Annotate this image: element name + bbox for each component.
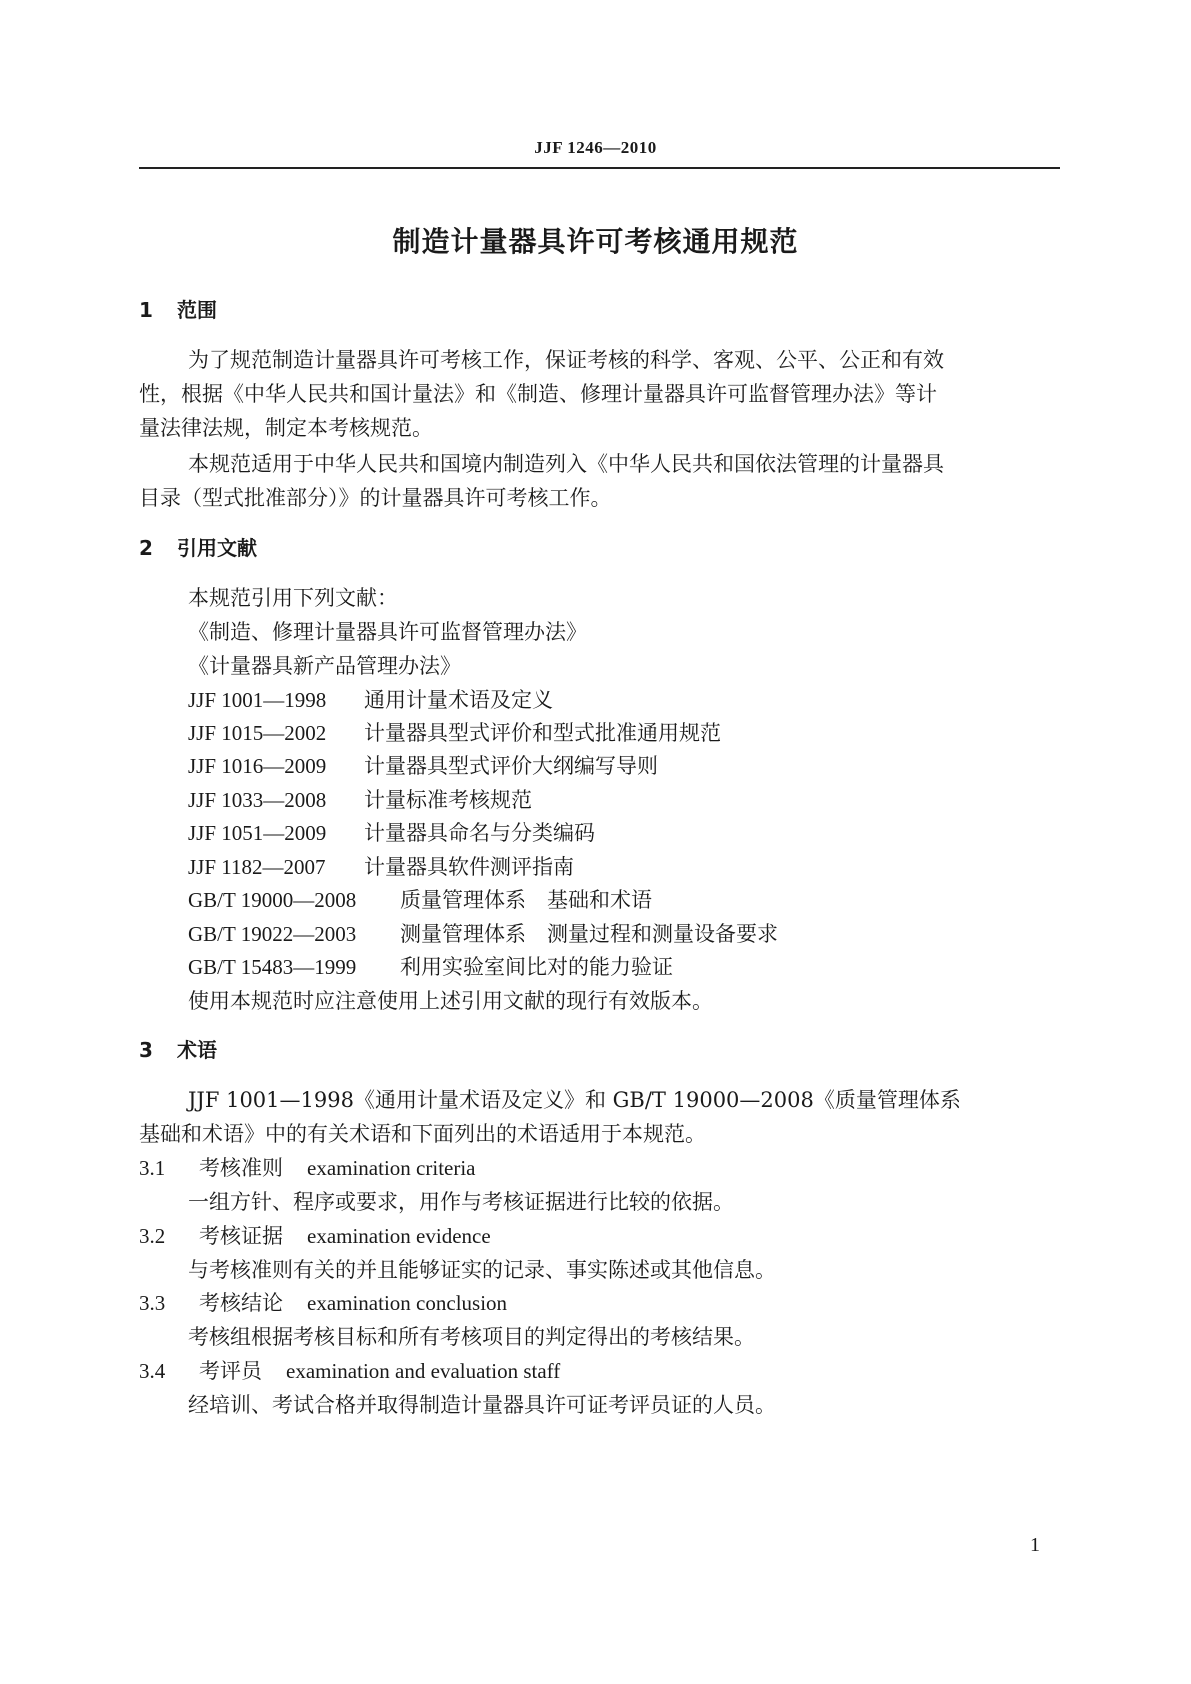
reference-title: 利用实验室间比对的能力验证 xyxy=(400,955,673,979)
term-heading xyxy=(139,1222,491,1250)
paragraph-line: 目录（型式批准部分）》的计量器具许可考核工作。 xyxy=(139,486,612,510)
header-divider xyxy=(139,167,1060,169)
term-heading xyxy=(139,1357,560,1385)
reference-code: GB/T 15483—1999 xyxy=(188,955,357,979)
term-english: examination criteria xyxy=(307,1156,476,1180)
term-english: examination conclusion xyxy=(307,1291,508,1315)
paragraph-line: 本规范适用于中华人民共和国境内制造列入《中华人民共和国依法管理的计量器具 xyxy=(188,452,944,476)
section-2-heading xyxy=(139,534,257,562)
reference-title: 测量管理体系 测量过程和测量设备要求 xyxy=(400,922,778,946)
section-1-heading xyxy=(139,296,217,324)
term-number: 3.4 xyxy=(139,1359,166,1383)
reference-title: 计量器具型式评价大纲编写导则 xyxy=(364,754,658,778)
reference-item xyxy=(188,686,553,714)
section-3-heading xyxy=(139,1036,217,1064)
reference-code: JJF 1001—1998 xyxy=(188,688,327,712)
term-number: 3.2 xyxy=(139,1224,166,1248)
term-chinese: 考核证据 xyxy=(199,1224,283,1248)
document-title: 制造计量器具许可考核通用规范 xyxy=(392,225,799,258)
reference-code: JJF 1015—2002 xyxy=(188,721,327,745)
reference-title: 计量器具命名与分类编码 xyxy=(364,821,595,845)
reference-title: 计量器具型式评价和型式批准通用规范 xyxy=(364,721,721,745)
term-english: examination and evaluation staff xyxy=(286,1359,561,1383)
paragraph-line: 性，根据《中华人民共和国计量法》和《制造、修理计量器具许可监督管理办法》等计 xyxy=(139,382,937,406)
reference-code: GB/T 19022—2003 xyxy=(188,922,357,946)
term-definition: 与考核准则有关的并且能够证实的记录、事实陈述或其他信息。 xyxy=(188,1258,776,1282)
reference-code: JJF 1033—2008 xyxy=(188,788,327,812)
paragraph-line: 基础和术语》中的有关术语和下面列出的术语适用于本规范。 xyxy=(139,1122,706,1146)
reference-item xyxy=(188,886,652,914)
paragraph-line: 为了规范制造计量器具许可考核工作，保证考核的科学、客观、公平、公正和有效 xyxy=(188,348,944,372)
reference-item xyxy=(188,920,778,948)
term-number: 3.3 xyxy=(139,1291,166,1315)
reference-code: GB/T 19000—2008 xyxy=(188,888,357,912)
reference-item xyxy=(188,853,574,881)
reference-title: 质量管理体系 基础和术语 xyxy=(400,888,652,912)
term-chinese: 考核结论 xyxy=(199,1291,283,1315)
reference-code: JJF 1051—2009 xyxy=(188,821,327,845)
term-number: 3.1 xyxy=(139,1156,166,1180)
section-number: 3 xyxy=(139,1038,153,1062)
reference-item xyxy=(188,819,595,847)
reference-item xyxy=(188,719,721,747)
section-title: 术语 xyxy=(177,1038,217,1062)
reference-code: JJF 1016—2009 xyxy=(188,754,327,778)
reference-title: 通用计量术语及定义 xyxy=(364,688,553,712)
section-title: 范围 xyxy=(177,298,217,322)
page-number: 1 xyxy=(1030,1534,1040,1556)
term-definition: 一组方针、程序或要求，用作与考核证据进行比较的依据。 xyxy=(188,1190,734,1214)
section-title: 引用文献 xyxy=(177,536,257,560)
paragraph-line: JJF 1001—1998《通用计量术语及定义》和 GB/T 19000—2008《质量管理体系 xyxy=(188,1088,961,1112)
term-heading xyxy=(139,1154,476,1182)
reference-item xyxy=(188,953,673,981)
term-definition: 考核组根据考核目标和所有考核项目的判定得出的考核结果。 xyxy=(188,1325,755,1349)
paragraph-line: 量法律法规，制定本考核规范。 xyxy=(139,416,433,440)
term-english: examination evidence xyxy=(307,1224,491,1248)
reference-item xyxy=(188,786,532,814)
section-number: 1 xyxy=(139,298,153,322)
reference-item: 《计量器具新产品管理办法》 xyxy=(188,654,461,678)
reference-title: 计量器具软件测评指南 xyxy=(364,855,574,879)
paragraph-line: 使用本规范时应注意使用上述引用文献的现行有效版本。 xyxy=(188,989,713,1013)
standard-code-header: JJF 1246—2010 xyxy=(534,138,657,157)
reference-title: 计量标准考核规范 xyxy=(364,788,532,812)
section-number: 2 xyxy=(139,536,153,560)
reference-item: 《制造、修理计量器具许可监督管理办法》 xyxy=(188,620,587,644)
term-chinese: 考评员 xyxy=(199,1359,262,1383)
reference-item xyxy=(188,752,658,780)
term-heading xyxy=(139,1289,507,1317)
term-definition: 经培训、考试合格并取得制造计量器具许可证考评员证的人员。 xyxy=(188,1393,776,1417)
term-chinese: 考核准则 xyxy=(199,1156,283,1180)
reference-code: JJF 1182—2007 xyxy=(188,855,326,879)
paragraph-line: 本规范引用下列文献： xyxy=(188,586,398,610)
